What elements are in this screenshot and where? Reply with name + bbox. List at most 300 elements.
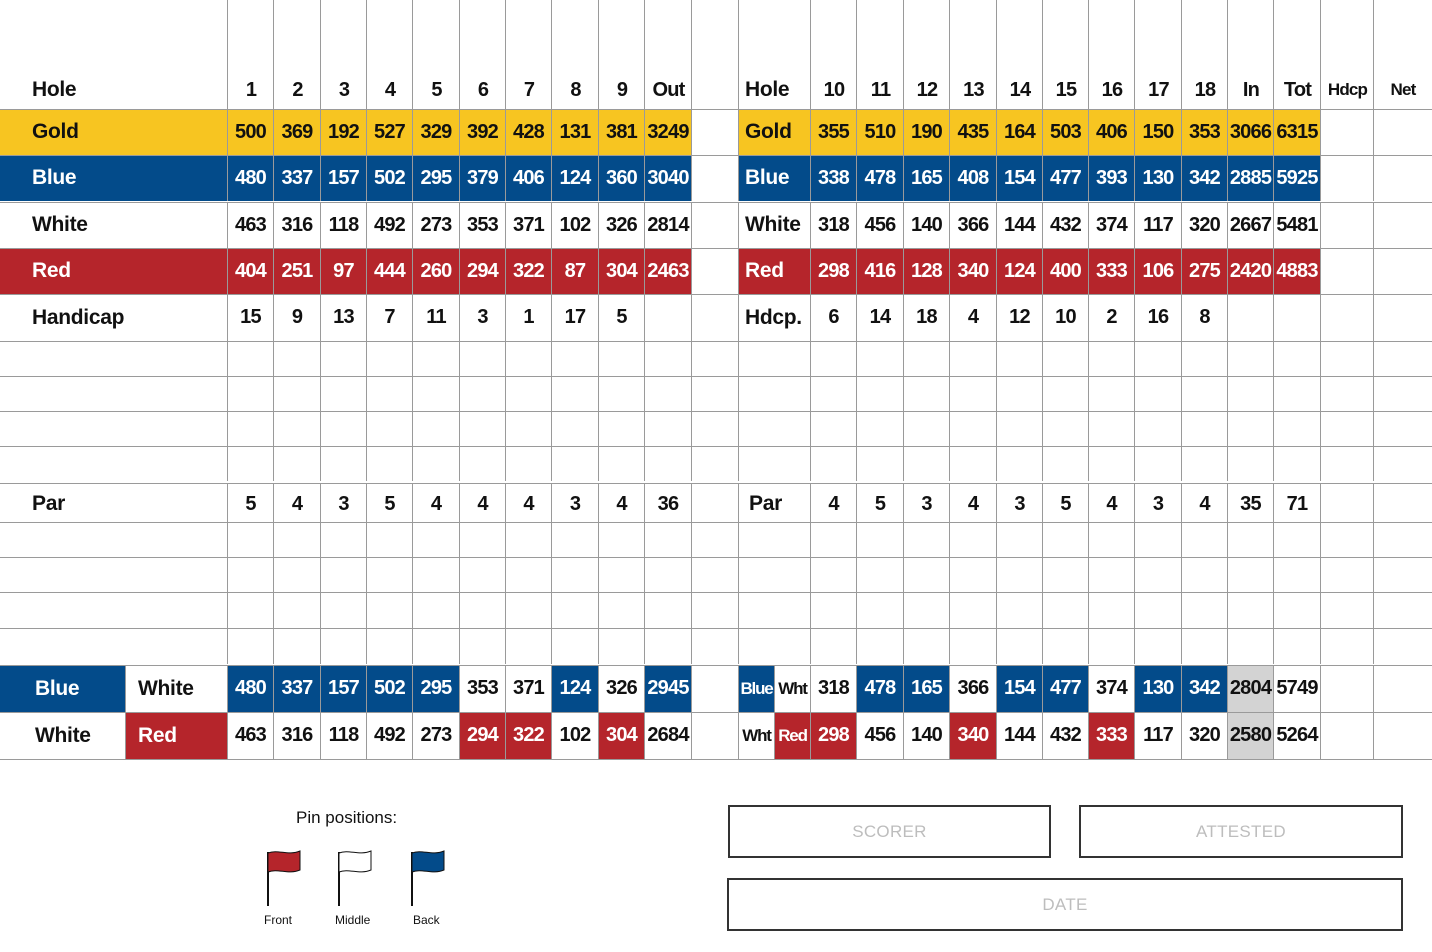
score-cell: [321, 592, 367, 628]
out-total: 3040: [645, 155, 692, 201]
combo-tee-a-back: Wht: [739, 712, 775, 759]
yardage-cell: 435: [950, 109, 997, 155]
grid-line: [459, 0, 460, 109]
score-cell: [997, 341, 1043, 376]
grid-line: [903, 0, 904, 109]
score-cell: [1043, 628, 1089, 664]
score-cell: [1274, 557, 1321, 593]
par-row: [0, 483, 1432, 525]
yardage-cell: 165: [904, 155, 950, 201]
score-cell: [857, 341, 904, 376]
combo-row-1: [0, 665, 1432, 712]
score-cell: [506, 628, 552, 664]
handicap-label: Handicap: [0, 294, 228, 341]
out-total: 2814: [645, 202, 692, 248]
par-tot: 71: [1274, 483, 1321, 525]
score-cell: [739, 557, 811, 593]
score-cell: [1089, 557, 1135, 593]
score-row-4: [0, 446, 1432, 481]
hole-number: 9: [616, 78, 628, 101]
score-cell: [599, 522, 645, 558]
player-name-cell: [0, 446, 228, 481]
score-cell: [506, 522, 552, 558]
yardage-cell: 404: [228, 248, 274, 294]
combo-tot: 5264: [1274, 712, 1321, 759]
handicap-cell: 10: [1043, 294, 1089, 341]
grid-line: [0, 712, 1432, 713]
date-field[interactable]: [727, 878, 1403, 931]
yardage-cell: 340: [950, 248, 997, 294]
player-name-cell: [0, 341, 228, 376]
grid-line: [1373, 0, 1374, 109]
empty-cell: [1374, 665, 1432, 712]
score-cell: [645, 376, 692, 411]
tot-header: Tot: [1283, 78, 1312, 101]
yardage-cell: 355: [811, 109, 857, 155]
score-cell: [692, 557, 739, 593]
out-header: Out: [652, 78, 685, 101]
score-cell: [1321, 446, 1374, 481]
score-cell: [1089, 446, 1135, 481]
score-cell: [413, 592, 460, 628]
handicap-cell: 15: [228, 294, 274, 341]
score-cell: [274, 341, 321, 376]
yardage-cell: 318: [811, 202, 857, 248]
pin-flag-label: Middle: [335, 913, 371, 927]
score-cell: [997, 592, 1043, 628]
score-cell: [274, 592, 321, 628]
hole-number: 10: [823, 78, 845, 101]
par-cell: 4: [460, 483, 506, 525]
empty-cell: [1321, 665, 1374, 712]
in-header: In: [1242, 78, 1260, 101]
scorer-field[interactable]: [728, 805, 1051, 858]
score-cell: [950, 411, 997, 446]
score-cell: [692, 341, 739, 376]
hole-number: 7: [523, 78, 535, 101]
score-cell: [692, 628, 739, 664]
grid-line: [996, 0, 997, 109]
par-cell: 5: [1043, 483, 1089, 525]
score-cell: [367, 376, 413, 411]
score-cell: [599, 341, 645, 376]
combo-yardage: 117: [1135, 712, 1182, 759]
score-row-3: [0, 411, 1432, 446]
score-cell: [811, 376, 857, 411]
grid-line: [691, 0, 692, 109]
score-cell: [950, 557, 997, 593]
par-cell: 5: [228, 483, 274, 525]
score-cell: [599, 592, 645, 628]
yardage-cell: 329: [413, 109, 460, 155]
score-cell: [413, 628, 460, 664]
combo-yardage: 456: [857, 712, 904, 759]
combo-yardage: 374: [1089, 665, 1135, 712]
yardage-cell: 400: [1043, 248, 1089, 294]
combo-yardage: 326: [599, 665, 645, 712]
score-cell: [997, 557, 1043, 593]
yardage-cell: 502: [367, 155, 413, 201]
score-cell: [599, 446, 645, 481]
hole-number: 6: [477, 78, 489, 101]
score-cell: [1274, 341, 1321, 376]
score-cell: [645, 411, 692, 446]
score-cell: [692, 522, 739, 558]
score-cell: [1374, 592, 1432, 628]
score-cell: [1228, 557, 1274, 593]
score-cell: [1321, 411, 1374, 446]
score-cell: [552, 592, 599, 628]
score-cell: [645, 446, 692, 481]
handicap-cell: 2: [1089, 294, 1135, 341]
handicap-cell: 12: [997, 294, 1043, 341]
empty-cell: [1321, 294, 1374, 341]
grid-line: [320, 0, 321, 109]
score-cell: [811, 446, 857, 481]
hole-number: 3: [338, 78, 350, 101]
score-cell: [1043, 341, 1089, 376]
grid-line: [0, 557, 1432, 558]
handicap-cell: 11: [413, 294, 460, 341]
score-cell: [1089, 628, 1135, 664]
score-cell: [1274, 446, 1321, 481]
grid-line: [0, 628, 1432, 629]
combo-tee-b-back: Wht: [775, 665, 811, 712]
hole-number: 13: [963, 78, 984, 101]
attested-field[interactable]: [1079, 805, 1403, 858]
score-cell: [904, 341, 950, 376]
score-cell: [739, 592, 811, 628]
par-label: Par: [0, 483, 228, 525]
yardage-cell: 478: [857, 155, 904, 201]
yardage-cell: 408: [950, 155, 997, 201]
combo-yardage: 432: [1043, 712, 1089, 759]
grid-line: [1273, 0, 1274, 109]
tee-name-back: White: [739, 202, 811, 248]
grid-line: [0, 665, 1432, 666]
yardage-cell: 295: [413, 155, 460, 201]
yardage-cell: 130: [1135, 155, 1182, 201]
score-cell: [1182, 376, 1228, 411]
score-cell: [857, 376, 904, 411]
combo-yardage: 140: [904, 712, 950, 759]
combo-in: 2580: [1228, 712, 1274, 759]
combo-yardage: 366: [950, 665, 997, 712]
net-cell: [1374, 248, 1432, 294]
score-row-6: [0, 557, 1432, 593]
score-cell: [1274, 522, 1321, 558]
combo-yardage: 124: [552, 665, 599, 712]
empty-cell: [1374, 712, 1432, 759]
score-cell: [1228, 341, 1274, 376]
yardage-cell: 124: [552, 155, 599, 201]
gap-cell: [692, 109, 739, 155]
yardage-cell: 353: [1182, 109, 1228, 155]
hole-number: 5: [431, 78, 442, 101]
score-cell: [367, 411, 413, 446]
yardage-cell: 106: [1135, 248, 1182, 294]
score-cell: [321, 341, 367, 376]
scorer-label: SCORER: [852, 821, 927, 841]
grid-line: [856, 0, 857, 109]
gap-cell: [692, 248, 739, 294]
yardage-cell: 322: [506, 248, 552, 294]
combo-tee-b-back: Red: [775, 712, 811, 759]
score-row-1: [0, 341, 1432, 376]
score-cell: [904, 557, 950, 593]
score-cell: [274, 628, 321, 664]
score-cell: [1089, 592, 1135, 628]
par-in: 35: [1228, 483, 1274, 525]
score-cell: [950, 592, 997, 628]
score-cell: [599, 411, 645, 446]
par-cell: 4: [413, 483, 460, 525]
grid-line: [0, 294, 1432, 295]
hole-number: 17: [1148, 78, 1169, 101]
score-cell: [228, 411, 274, 446]
hole-number: 18: [1194, 78, 1216, 101]
score-cell: [413, 411, 460, 446]
score-cell: [1374, 557, 1432, 593]
score-cell: [228, 522, 274, 558]
yardage-cell: 477: [1043, 155, 1089, 201]
score-cell: [904, 522, 950, 558]
score-cell: [857, 522, 904, 558]
score-cell: [645, 592, 692, 628]
score-cell: [1374, 341, 1432, 376]
score-cell: [321, 411, 367, 446]
score-cell: [904, 592, 950, 628]
header-row: [0, 70, 1432, 110]
score-row-2: [0, 376, 1432, 411]
hole-number: 4: [384, 78, 396, 101]
score-cell: [997, 411, 1043, 446]
yardage-cell: 102: [552, 202, 599, 248]
grid-line: [0, 522, 1432, 523]
score-cell: [506, 557, 552, 593]
score-cell: [692, 592, 739, 628]
yardage-cell: 444: [367, 248, 413, 294]
hole-header-label: Hole: [32, 78, 77, 101]
score-cell: [506, 592, 552, 628]
tee-name: Blue: [0, 155, 228, 201]
score-cell: [645, 557, 692, 593]
score-cell: [1182, 628, 1228, 664]
score-cell: [367, 592, 413, 628]
score-cell: [413, 446, 460, 481]
combo-tee-b: White: [126, 665, 228, 712]
score-cell: [1135, 557, 1182, 593]
grid-line: [366, 0, 367, 109]
hdcp-header: Hdcp: [1327, 80, 1368, 99]
combo-yardage: 144: [997, 712, 1043, 759]
grid-line: [273, 0, 274, 109]
score-cell: [1228, 411, 1274, 446]
score-row-8: [0, 628, 1432, 664]
yardage-cell: 406: [506, 155, 552, 201]
score-cell: [904, 446, 950, 481]
score-row-5: [0, 522, 1432, 558]
par-cell: 4: [811, 483, 857, 525]
score-cell: [274, 376, 321, 411]
score-cell: [950, 522, 997, 558]
score-cell: [1228, 628, 1274, 664]
yardage-cell: 333: [1089, 248, 1135, 294]
score-cell: [1043, 592, 1089, 628]
grid-line: [0, 411, 1432, 412]
grid-line: [227, 0, 228, 109]
tee-name: Red: [0, 248, 228, 294]
handicap-label-back: Hdcp.: [739, 294, 811, 341]
score-cell: [1182, 341, 1228, 376]
combo-tee-a-back: Blue: [739, 665, 775, 712]
yardage-cell: 131: [552, 109, 599, 155]
pin-flag-label: Front: [264, 913, 293, 927]
yardage-cell: 456: [857, 202, 904, 248]
par-cell: 3: [904, 483, 950, 525]
score-cell: [1043, 446, 1089, 481]
yardage-cell: 374: [1089, 202, 1135, 248]
player-name-cell: [0, 628, 228, 664]
score-cell: [811, 522, 857, 558]
par-cell: 4: [1089, 483, 1135, 525]
combo-row-2: [0, 712, 1432, 759]
score-cell: [1135, 341, 1182, 376]
score-cell: [1228, 376, 1274, 411]
yardage-cell: 371: [506, 202, 552, 248]
hdcp-cell: [1321, 248, 1374, 294]
score-cell: [1374, 376, 1432, 411]
empty-cell: [1374, 294, 1432, 341]
tot-total: 5481: [1274, 202, 1321, 248]
score-cell: [552, 522, 599, 558]
score-cell: [950, 628, 997, 664]
score-cell: [1228, 446, 1274, 481]
combo-yardage: 463: [228, 712, 274, 759]
grid-line: [0, 202, 1432, 203]
score-cell: [274, 522, 321, 558]
score-cell: [1374, 628, 1432, 664]
par-cell: 5: [367, 483, 413, 525]
hole-number: 14: [1009, 78, 1031, 101]
score-cell: [228, 446, 274, 481]
combo-tee-b: Red: [126, 712, 228, 759]
score-cell: [228, 628, 274, 664]
handicap-cell: 14: [857, 294, 904, 341]
grid-line: [1088, 0, 1089, 109]
yardage-cell: 500: [228, 109, 274, 155]
yardage-cell: 338: [811, 155, 857, 201]
score-cell: [1374, 411, 1432, 446]
grid-line: [0, 446, 1432, 447]
score-cell: [739, 376, 811, 411]
score-cell: [739, 628, 811, 664]
tot-total: 4883: [1274, 248, 1321, 294]
score-cell: [950, 341, 997, 376]
yardage-cell: 480: [228, 155, 274, 201]
in-total: 3066: [1228, 109, 1274, 155]
score-cell: [367, 341, 413, 376]
handicap-cell: 3: [460, 294, 506, 341]
player-name-cell: [0, 376, 228, 411]
tee-name: White: [0, 202, 228, 248]
score-cell: [367, 628, 413, 664]
par-cell: 4: [506, 483, 552, 525]
score-cell: [1135, 411, 1182, 446]
score-cell: [1135, 592, 1182, 628]
grid-line: [0, 592, 1432, 593]
yardage-cell: 298: [811, 248, 857, 294]
combo-yardage: 340: [950, 712, 997, 759]
score-cell: [1135, 446, 1182, 481]
hole-number: 11: [870, 78, 891, 101]
handicap-cell: 13: [321, 294, 367, 341]
combo-yardage: 102: [552, 712, 599, 759]
gap-cell: [692, 294, 739, 341]
score-cell: [460, 557, 506, 593]
score-cell: [857, 628, 904, 664]
handicap-cell: 18: [904, 294, 950, 341]
grid-line: [0, 341, 1432, 342]
score-cell: [739, 522, 811, 558]
score-cell: [857, 411, 904, 446]
combo-yardage: 298: [811, 712, 857, 759]
combo-yardage: 154: [997, 665, 1043, 712]
grid-line: [644, 0, 645, 109]
score-cell: [506, 341, 552, 376]
par-cell: 3: [1135, 483, 1182, 525]
tee-row-red: [0, 248, 1432, 294]
score-cell: [1274, 376, 1321, 411]
score-cell: [552, 557, 599, 593]
score-cell: [1135, 522, 1182, 558]
score-cell: [367, 557, 413, 593]
score-cell: [692, 411, 739, 446]
yardage-cell: 360: [599, 155, 645, 201]
tot-total: 5925: [1274, 155, 1321, 201]
score-cell: [1182, 446, 1228, 481]
score-cell: [1182, 411, 1228, 446]
handicap-row: [0, 294, 1432, 341]
empty-cell: [1374, 483, 1432, 525]
yardage-cell: 342: [1182, 155, 1228, 201]
score-cell: [1089, 411, 1135, 446]
gap-cell: [692, 202, 739, 248]
score-cell: [645, 341, 692, 376]
combo-yardage: 371: [506, 665, 552, 712]
score-cell: [228, 592, 274, 628]
score-cell: [739, 446, 811, 481]
net-cell: [1374, 202, 1432, 248]
score-cell: [1321, 557, 1374, 593]
hole-number: 2: [292, 78, 303, 101]
combo-yardage: 353: [460, 665, 506, 712]
yardage-cell: 492: [367, 202, 413, 248]
par-cell: 3: [321, 483, 367, 525]
score-cell: [1321, 341, 1374, 376]
score-cell: [1089, 341, 1135, 376]
combo-out: 2684: [645, 712, 692, 759]
score-cell: [599, 628, 645, 664]
score-cell: [506, 411, 552, 446]
hole-number: 8: [570, 78, 581, 101]
yardage-cell: 428: [506, 109, 552, 155]
grid-line: [0, 759, 1432, 760]
score-cell: [1228, 592, 1274, 628]
score-cell: [811, 341, 857, 376]
combo-out: 2945: [645, 665, 692, 712]
combo-yardage: 130: [1135, 665, 1182, 712]
